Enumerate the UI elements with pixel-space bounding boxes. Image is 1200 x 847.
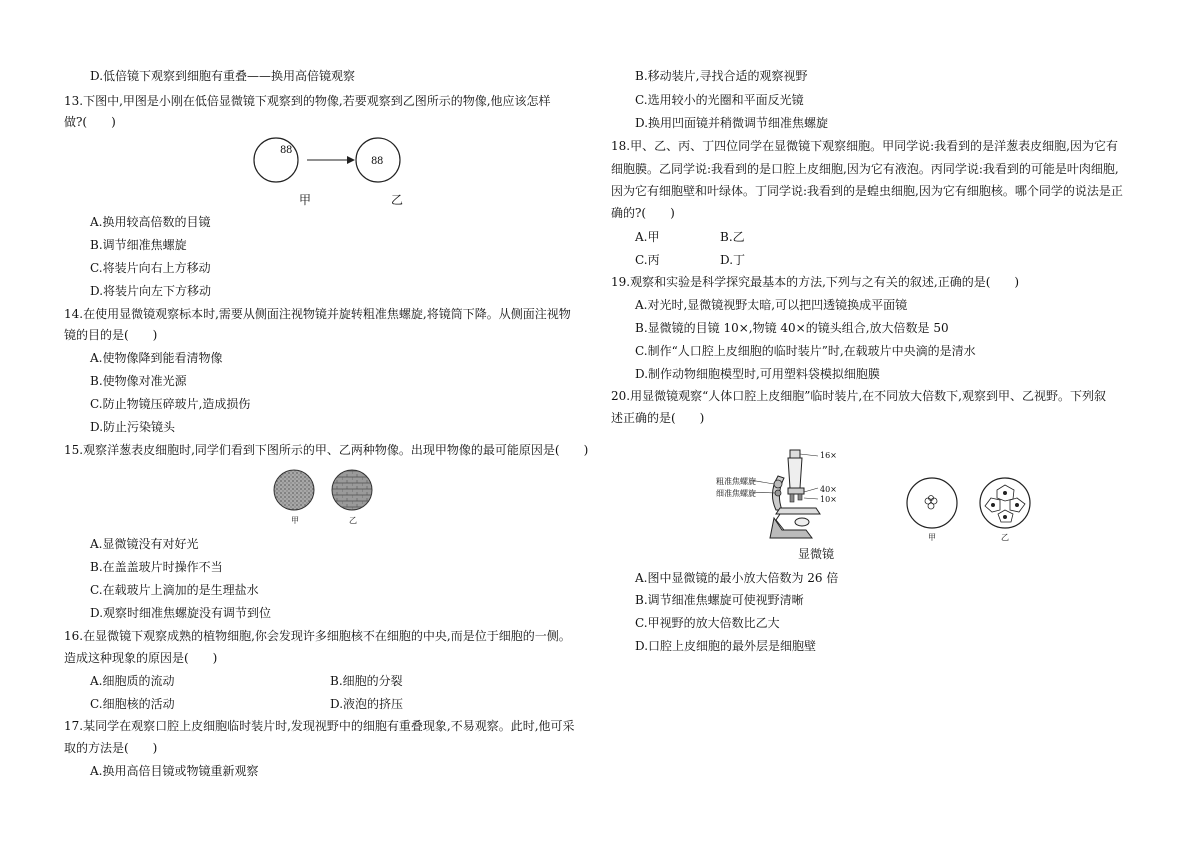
fine-knob-label: 细准焦螺旋: [716, 489, 756, 498]
fig13-yi-cells-2: 8: [377, 156, 384, 167]
fig13-jia-cells-2: 8: [286, 145, 293, 156]
q17-option-a: A.换用高倍目镜或物镜重新观察: [90, 764, 259, 778]
q13-stem-2: 做?( ): [64, 115, 116, 129]
q19-option-c: C.制作“人口腔上皮细胞的临时装片”时,在载玻片中央滴的是清水: [635, 344, 976, 358]
q19-option-b: B.显微镜的目镜 10×,物镜 40×的镜头组合,放大倍数是 50: [635, 321, 949, 335]
q19-stem: 19.观察和实验是科学探究最基本的方法,下列与之有关的叙述,正确的是( ): [611, 275, 1020, 289]
q18-option-a: A.甲: [635, 230, 660, 244]
q16-option-a: A.细胞质的流动: [90, 674, 175, 688]
fig13-jia-cells: 8: [280, 145, 287, 156]
fig20-label-yi: 乙: [1001, 533, 1009, 542]
q15-option-a: A.显微镜没有对好光: [90, 537, 199, 551]
fig13-label-jia: 甲: [299, 193, 312, 207]
q16-option-d: D.液泡的挤压: [330, 697, 404, 711]
q14-stem-2: 镜的目的是( ): [64, 328, 158, 342]
q20-option-d: D.口腔上皮细胞的最外层是细胞壁: [635, 639, 817, 653]
q15-option-b: B.在盖盖玻片时操作不当: [90, 560, 223, 574]
q13-option-a: A.换用较高倍数的目镜: [90, 215, 211, 229]
microscope-caption: 显微镜: [798, 547, 835, 561]
q15-option-c: C.在载玻片上滴加的是生理盐水: [90, 583, 259, 597]
q18-stem-2: 细胞膜。乙同学说:我看到的是口腔上皮细胞,因为它有液泡。丙同学说:我看到的可能是叶肉细胞,: [611, 162, 1119, 176]
q12-option-d: D.低倍镜下观察到细胞有重叠——换用高倍镜观察: [90, 69, 356, 83]
fig13-diagram: [250, 135, 410, 195]
objective-10-label: 10×: [820, 495, 837, 504]
q16-stem-1: 16.在显微镜下观察成熟的植物细胞,你会发现许多细胞核不在细胞的中央,而是位于细胞的一侧。: [64, 629, 571, 643]
q18-option-d: D.丁: [720, 253, 746, 267]
q16-option-c: C.细胞核的活动: [90, 697, 175, 711]
q20-option-a: A.图中显微镜的最小放大倍数为 26 倍: [635, 571, 839, 585]
q14-stem-1: 14.在使用显微镜观察标本时,需要从侧面注视物镜并旋转粗准焦螺旋,将镜筒下降。从侧面注视物: [64, 307, 571, 321]
coarse-knob-label: 粗准焦螺旋: [716, 477, 756, 486]
q18-stem-4: 确的?( ): [611, 206, 675, 220]
q15-option-d: D.观察时细准焦螺旋没有调节到位: [90, 606, 272, 620]
q20-option-b: B.调节细准焦螺旋可使视野清晰: [635, 593, 804, 607]
fig13-label-yi: 乙: [391, 193, 404, 207]
q14-option-d: D.防止污染镜头: [90, 420, 176, 434]
q20-option-c: C.甲视野的放大倍数比乙大: [635, 616, 780, 630]
q13-option-b: B.调节细准焦螺旋: [90, 238, 187, 252]
q18-option-b: B.乙: [720, 230, 745, 244]
eyepiece-label: 16×: [820, 451, 837, 460]
q15-stem: 15.观察洋葱表皮细胞时,同学们看到下图所示的甲、乙两种物像。出现甲物像的最可能原因是( ): [64, 443, 589, 457]
q19-option-d: D.制作动物细胞模型时,可用塑料袋模拟细胞膜: [635, 367, 880, 381]
fig13-yi-cells: 8: [371, 156, 378, 167]
q13-option-d: D.将装片向左下方移动: [90, 284, 212, 298]
q17-stem-1: 17.某同学在观察口腔上皮细胞临时装片时,发现视野中的细胞有重叠现象,不易观察。此时,他可采: [64, 719, 575, 733]
q18-stem-1: 18.甲、乙、丙、丁四位同学在显微镜下观察细胞。甲同学说:我看到的是洋葱表皮细胞,因为它有: [611, 139, 1118, 153]
fig15-label-jia: 甲: [291, 516, 299, 525]
q17-option-c: C.选用较小的光圈和平面反光镜: [635, 93, 804, 107]
q16-stem-2: 造成这种现象的原因是( ): [64, 651, 218, 665]
q16-option-b: B.细胞的分裂: [330, 674, 403, 688]
q17-option-b: B.移动装片,寻找合适的观察视野: [635, 69, 808, 83]
q17-stem-2: 取的方法是( ): [64, 741, 158, 755]
q14-option-b: B.使物像对准光源: [90, 374, 187, 388]
q14-option-c: C.防止物镜压碎玻片,造成损伤: [90, 397, 251, 411]
q13-stem-1: 13.下图中,甲图是小刚在低倍显微镜下观察到的物像,若要观察到乙图所示的物像,他应该怎样: [64, 94, 551, 108]
objective-40-label: 40×: [820, 485, 837, 494]
q13-option-c: C.将装片向右上方移动: [90, 261, 211, 275]
q18-stem-3: 因为它有细胞壁和叶绿体。丁同学说:我看到的是蝗虫细胞,因为它有细胞核。哪个同学的说法是正: [611, 184, 1123, 198]
fig20-fields: [905, 476, 1035, 532]
fig15-diagram: [272, 468, 382, 513]
q17-option-d: D.换用凹面镜并稍微调节细准焦螺旋: [635, 116, 829, 130]
q20-stem-1: 20.用显微镜观察“人体口腔上皮细胞”临时装片,在不同放大倍数下,观察到甲、乙视野。下列叙: [611, 389, 1106, 403]
q20-stem-2: 述正确的是( ): [611, 411, 705, 425]
q18-option-c: C.丙: [635, 253, 660, 267]
fig20-label-jia: 甲: [928, 533, 936, 542]
fig15-label-yi: 乙: [349, 516, 357, 525]
q19-option-a: A.对光时,显微镜视野太暗,可以把凹透镜换成平面镜: [635, 298, 908, 312]
q14-option-a: A.使物像降到能看清物像: [90, 351, 223, 365]
